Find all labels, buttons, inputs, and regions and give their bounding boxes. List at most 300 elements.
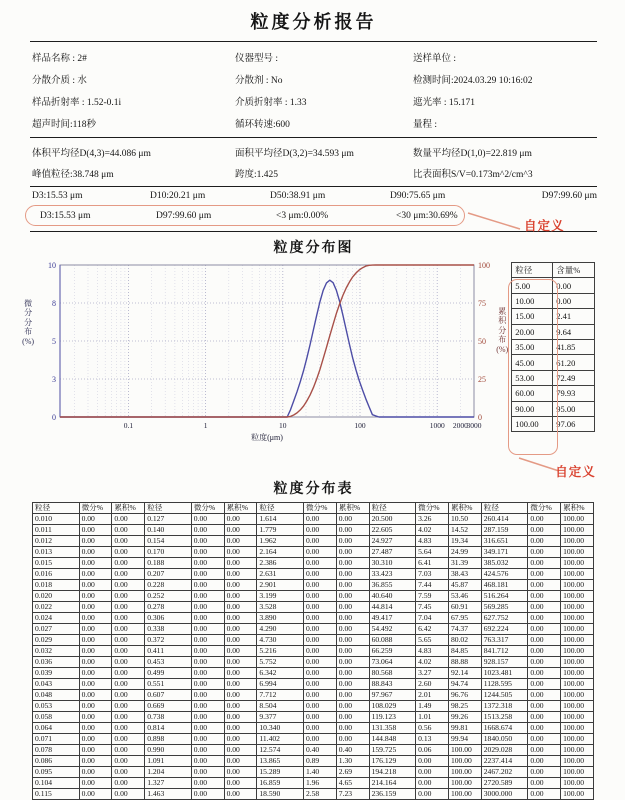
table-cell: 0.00	[191, 767, 224, 778]
custom-value: D97:99.60 μm	[156, 210, 212, 221]
table-cell: 0.043	[33, 679, 80, 690]
table-cell: 100.00	[561, 679, 594, 690]
table-cell: 0.00	[224, 525, 257, 536]
table-cell: 36.855	[369, 580, 416, 591]
table-cell: 100.00	[561, 613, 594, 624]
table-cell: 100.00	[448, 778, 481, 789]
table-header-cell: 累积%	[336, 503, 369, 514]
table-cell: 0.00	[112, 602, 145, 613]
table-cell: 0.00	[528, 745, 561, 756]
table-cell: 3.26	[416, 514, 449, 525]
table-cell: 100.00	[561, 525, 594, 536]
table-cell: 0.036	[33, 657, 80, 668]
table-cell: 100.00	[448, 745, 481, 756]
table-cell: 0.990	[145, 745, 192, 756]
x-tick-label: 100	[354, 421, 366, 430]
table-cell: 100.00	[448, 756, 481, 767]
table-cell: 0.00	[416, 756, 449, 767]
axis-label-char: 布	[24, 327, 33, 337]
table-cell: 100.00	[561, 514, 594, 525]
table-cell: 0.011	[33, 525, 80, 536]
table-cell: 1.49	[416, 701, 449, 712]
y-tick-label-right: 75	[478, 298, 487, 308]
table-cell: 100.00	[561, 624, 594, 635]
table-cell: 0.00	[224, 723, 257, 734]
table-cell: 119.123	[369, 712, 416, 723]
table-cell: 2720.589	[481, 778, 528, 789]
axis-label-char: 分	[498, 325, 507, 335]
table-cell: 0.00	[336, 613, 369, 624]
y-tick-label-right: 0	[478, 412, 483, 422]
table-cell: 0.00	[224, 657, 257, 668]
table-cell: 1023.481	[481, 668, 528, 679]
info-field: 遮光率 : 15.171	[413, 98, 476, 108]
table-cell: 0.029	[33, 635, 80, 646]
table-cell: 16.859	[257, 778, 304, 789]
info-field: 样品折射率 : 1.52-0.1i	[32, 98, 122, 108]
table-cell: 1.40	[303, 767, 336, 778]
table-cell: 0.00	[79, 635, 112, 646]
table-cell: 100.00	[561, 668, 594, 679]
info-field: 仪器型号 :	[235, 54, 279, 64]
table-cell: 0.00	[79, 679, 112, 690]
table-cell: 0.00	[336, 569, 369, 580]
table-cell: 0.00	[303, 624, 336, 635]
table-cell: 0.00	[79, 580, 112, 591]
table-cell: 0.188	[145, 558, 192, 569]
info-field: 检测时间:2024.03.29 10:16:02	[413, 76, 533, 86]
table-cell: 0.022	[33, 602, 80, 613]
table-cell: 0.00	[79, 712, 112, 723]
table-cell: 0.00	[303, 580, 336, 591]
table-cell: 0.127	[145, 514, 192, 525]
stat-field: 比表面积S/V=0.173m^2/cm^3	[413, 169, 533, 180]
table-cell: 0.00	[191, 591, 224, 602]
side-table-cell: 72.49	[553, 370, 595, 385]
table-cell: 0.00	[112, 767, 145, 778]
table-cell: 73.064	[369, 657, 416, 668]
table-cell: 44.814	[369, 602, 416, 613]
table-cell: 569.285	[481, 602, 528, 613]
table-cell: 0.00	[416, 778, 449, 789]
table-cell: 0.252	[145, 591, 192, 602]
table-cell: 0.00	[336, 679, 369, 690]
table-header-cell: 粒径	[33, 503, 80, 514]
table-cell: 7.59	[416, 591, 449, 602]
table-cell: 0.00	[303, 536, 336, 547]
table-cell: 100.00	[561, 547, 594, 558]
table-cell: 0.00	[191, 657, 224, 668]
x-tick-label: 10	[279, 421, 287, 430]
table-cell: 99.26	[448, 712, 481, 723]
table-cell: 0.140	[145, 525, 192, 536]
table-cell: 0.551	[145, 679, 192, 690]
table-cell: 0.053	[33, 701, 80, 712]
chart-section-title: 粒度分布图	[273, 241, 354, 256]
table-cell: 100.00	[561, 602, 594, 613]
table-cell: 0.00	[528, 613, 561, 624]
table-cell: 0.00	[112, 547, 145, 558]
table-cell: 100.00	[561, 646, 594, 657]
table-cell: 0.00	[79, 767, 112, 778]
axis-label-char: (%)	[22, 336, 35, 346]
custom-annotation-label: 自定义	[555, 465, 596, 479]
side-table-head	[512, 263, 595, 278]
table-cell: 0.00	[79, 646, 112, 657]
table-cell: 424.576	[481, 569, 528, 580]
table-cell: 1.204	[145, 767, 192, 778]
table-cell: 49.417	[369, 613, 416, 624]
table-cell: 0.016	[33, 569, 80, 580]
table-cell: 0.00	[528, 712, 561, 723]
table-cell: 3000.000	[481, 789, 528, 800]
table-cell: 0.40	[336, 745, 369, 756]
table-cell: 0.00	[112, 569, 145, 580]
table-header-cell: 累积%	[448, 503, 481, 514]
table-cell: 0.010	[33, 514, 80, 525]
table-row	[33, 514, 594, 525]
axis-label-char: (%)	[496, 344, 509, 354]
table-cell: 236.159	[369, 789, 416, 800]
table-cell: 0.00	[528, 602, 561, 613]
custom-value: <3 μm:0.00%	[276, 210, 329, 221]
table-cell: 0.00	[112, 712, 145, 723]
table-cell: 260.414	[481, 514, 528, 525]
table-cell: 0.00	[79, 624, 112, 635]
table-cell: 0.024	[33, 613, 80, 624]
table-cell: 1.614	[257, 514, 304, 525]
table-cell: 0.086	[33, 756, 80, 767]
table-cell: 4.02	[416, 657, 449, 668]
table-cell: 1513.258	[481, 712, 528, 723]
table-header-cell: 累积%	[224, 503, 257, 514]
table-cell: 0.027	[33, 624, 80, 635]
table-cell: 94.74	[448, 679, 481, 690]
table-header-cell: 微分%	[528, 503, 561, 514]
table-cell: 100.00	[561, 756, 594, 767]
distribution-table-head	[33, 503, 594, 514]
table-cell: 1.779	[257, 525, 304, 536]
table-cell: 0.00	[303, 734, 336, 745]
axis-label-char: 累	[498, 307, 507, 316]
side-table-header-cell: 含量%	[553, 263, 595, 278]
table-cell: 0.064	[33, 723, 80, 734]
table-cell: 0.00	[528, 657, 561, 668]
side-table-cell: 90.00	[512, 401, 553, 416]
table-cell: 31.39	[448, 558, 481, 569]
side-table-cell: 2.41	[553, 309, 595, 324]
table-cell: 66.259	[369, 646, 416, 657]
table-cell: 84.85	[448, 646, 481, 657]
table-cell: 0.00	[224, 778, 257, 789]
table-cell: 100.00	[561, 789, 594, 800]
table-cell: 0.00	[79, 657, 112, 668]
x-tick-label: 1000	[429, 421, 445, 430]
table-cell: 0.00	[224, 580, 257, 591]
custom-values-row	[30, 205, 597, 231]
table-cell: 0.00	[336, 734, 369, 745]
table-cell: 100.00	[561, 690, 594, 701]
table-cell: 0.00	[224, 734, 257, 745]
table-row	[33, 668, 594, 679]
table-cell: 0.00	[79, 569, 112, 580]
table-header-cell: 粒径	[145, 503, 192, 514]
table-cell: 0.00	[112, 624, 145, 635]
table-cell: 0.00	[528, 701, 561, 712]
table-row	[33, 657, 594, 668]
table-cell: 0.104	[33, 778, 80, 789]
table-cell: 0.00	[79, 547, 112, 558]
axis-label-char: 布	[498, 335, 507, 345]
table-cell: 100.00	[561, 580, 594, 591]
table-row	[33, 580, 594, 591]
table-cell: 0.00	[336, 602, 369, 613]
d-values-row	[30, 187, 597, 204]
table-cell: 0.00	[79, 745, 112, 756]
table-cell: 0.00	[112, 756, 145, 767]
table-cell: 0.078	[33, 745, 80, 756]
table-cell: 0.00	[303, 723, 336, 734]
table-cell: 0.00	[112, 657, 145, 668]
table-cell: 100.00	[561, 701, 594, 712]
table-cell: 0.00	[336, 547, 369, 558]
table-row	[33, 701, 594, 712]
table-cell: 0.306	[145, 613, 192, 624]
table-cell: 0.00	[224, 701, 257, 712]
table-cell: 0.00	[79, 536, 112, 547]
table-cell: 4.290	[257, 624, 304, 635]
table-cell: 3.199	[257, 591, 304, 602]
table-cell: 131.358	[369, 723, 416, 734]
chart-area	[22, 259, 597, 479]
side-table-block	[511, 259, 597, 479]
table-cell: 0.00	[528, 756, 561, 767]
table-cell: 0.095	[33, 767, 80, 778]
table-cell: 0.00	[191, 712, 224, 723]
table-cell: 0.048	[33, 690, 80, 701]
table-row	[33, 591, 594, 602]
x-tick-label: 0.1	[123, 421, 134, 430]
table-cell: 54.492	[369, 624, 416, 635]
axis-label-char: 微	[24, 299, 33, 308]
table-cell: 0.00	[79, 558, 112, 569]
table-cell: 1668.674	[481, 723, 528, 734]
table-cell: 0.00	[528, 789, 561, 800]
table-cell: 0.00	[528, 525, 561, 536]
table-cell: 98.25	[448, 701, 481, 712]
table-cell: 38.43	[448, 569, 481, 580]
table-cell: 0.00	[303, 668, 336, 679]
table-cell: 0.00	[224, 712, 257, 723]
y-tick-label-left: 3	[52, 374, 57, 384]
table-cell: 80.02	[448, 635, 481, 646]
table-cell: 0.032	[33, 646, 80, 657]
table-cell: 0.00	[336, 690, 369, 701]
table-cell: 1244.505	[481, 690, 528, 701]
table-cell: 0.00	[224, 613, 257, 624]
table-cell: 0.00	[303, 602, 336, 613]
table-cell: 0.00	[303, 613, 336, 624]
table-cell: 80.568	[369, 668, 416, 679]
table-cell: 0.00	[336, 712, 369, 723]
table-header-cell: 微分%	[191, 503, 224, 514]
table-row	[33, 547, 594, 558]
table-cell: 0.00	[112, 734, 145, 745]
info-field: 送样单位 :	[413, 54, 457, 64]
custom-column-box	[508, 279, 558, 455]
table-cell: 6.342	[257, 668, 304, 679]
table-cell: 0.00	[303, 591, 336, 602]
table-cell: 45.87	[448, 580, 481, 591]
table-cell: 0.00	[112, 679, 145, 690]
y-tick-label-left: 8	[52, 298, 57, 308]
table-cell: 0.738	[145, 712, 192, 723]
table-cell: 2.01	[416, 690, 449, 701]
table-cell: 0.00	[336, 701, 369, 712]
table-cell: 74.37	[448, 624, 481, 635]
table-header-cell: 粒径	[369, 503, 416, 514]
table-cell: 0.00	[528, 536, 561, 547]
table-cell: 7.23	[336, 789, 369, 800]
side-table-cell: 79.93	[553, 386, 595, 401]
x-tick-label: 1	[203, 421, 208, 430]
y-tick-label-left: 5	[52, 336, 57, 346]
table-cell: 0.00	[528, 591, 561, 602]
table-cell: 0.00	[336, 657, 369, 668]
table-cell: 99.81	[448, 723, 481, 734]
table-cell: 0.00	[191, 723, 224, 734]
table-cell: 0.00	[112, 525, 145, 536]
d-value: D10:20.21 μm	[150, 191, 206, 201]
table-cell: 4.83	[416, 536, 449, 547]
table-cell: 8.504	[257, 701, 304, 712]
table-cell: 7.04	[416, 613, 449, 624]
table-cell: 0.00	[191, 679, 224, 690]
table-cell: 0.00	[79, 789, 112, 800]
table-cell: 0.015	[33, 558, 80, 569]
table-cell: 0.00	[112, 778, 145, 789]
table-cell: 0.00	[191, 668, 224, 679]
y-tick-label-left: 10	[48, 260, 57, 270]
table-cell: 0.56	[416, 723, 449, 734]
table-cell: 100.00	[561, 723, 594, 734]
table-cell: 0.00	[191, 525, 224, 536]
table-cell: 0.00	[191, 646, 224, 657]
table-cell: 0.00	[303, 712, 336, 723]
table-header-cell: 粒径	[257, 503, 304, 514]
table-cell: 316.651	[481, 536, 528, 547]
table-cell: 0.00	[528, 547, 561, 558]
table-section-title: 粒度分布表	[273, 482, 354, 497]
table-cell: 516.264	[481, 591, 528, 602]
table-cell: 0.00	[528, 767, 561, 778]
axis-label-char: 积	[498, 316, 507, 326]
stat-field: 数量平均径D(1,0)=22.819 μm	[413, 148, 532, 159]
table-cell: 2.69	[336, 767, 369, 778]
table-cell: 100.00	[561, 712, 594, 723]
sample-info-block	[30, 42, 597, 137]
table-cell: 88.843	[369, 679, 416, 690]
x-tick-label: 2000	[453, 421, 469, 430]
info-field: 超声时间:118秒	[32, 120, 97, 130]
table-cell: 2.60	[416, 679, 449, 690]
table-cell: 0.012	[33, 536, 80, 547]
table-cell: 0.00	[79, 602, 112, 613]
table-cell: 0.00	[79, 514, 112, 525]
table-cell: 2.901	[257, 580, 304, 591]
table-cell: 92.14	[448, 668, 481, 679]
custom-annotation-label: 自定义	[524, 219, 565, 233]
table-cell: 0.00	[191, 690, 224, 701]
table-cell: 0.00	[79, 668, 112, 679]
table-cell: 0.00	[224, 547, 257, 558]
y-tick-label-left: 0	[52, 412, 57, 422]
table-cell: 100.00	[448, 789, 481, 800]
side-table-cell: 53.00	[512, 370, 553, 385]
table-cell: 100.00	[561, 591, 594, 602]
table-cell: 0.00	[336, 624, 369, 635]
table-cell: 0.00	[112, 591, 145, 602]
table-cell: 0.00	[336, 525, 369, 536]
table-cell: 100.00	[561, 536, 594, 547]
table-cell: 1128.595	[481, 679, 528, 690]
table-cell: 0.453	[145, 657, 192, 668]
table-cell: 0.00	[303, 701, 336, 712]
table-cell: 14.52	[448, 525, 481, 536]
d-value: D90:75.65 μm	[390, 191, 446, 201]
table-cell: 12.574	[257, 745, 304, 756]
table-row	[33, 613, 594, 624]
table-cell: 0.00	[336, 635, 369, 646]
table-cell: 0.00	[528, 635, 561, 646]
table-cell: 0.00	[79, 525, 112, 536]
table-cell: 10.340	[257, 723, 304, 734]
y-tick-label-right: 100	[478, 260, 491, 270]
table-cell: 0.00	[303, 569, 336, 580]
table-cell: 0.00	[224, 514, 257, 525]
table-cell: 24.99	[448, 547, 481, 558]
table-cell: 0.00	[112, 745, 145, 756]
table-cell: 144.848	[369, 734, 416, 745]
table-cell: 0.669	[145, 701, 192, 712]
table-cell: 0.00	[224, 635, 257, 646]
table-cell: 19.34	[448, 536, 481, 547]
table-cell: 22.605	[369, 525, 416, 536]
distribution-table-body	[33, 514, 594, 800]
table-cell: 0.06	[416, 745, 449, 756]
table-cell: 0.00	[79, 701, 112, 712]
table-cell: 7.45	[416, 602, 449, 613]
table-cell: 0.00	[336, 514, 369, 525]
table-header-cell: 累积%	[561, 503, 594, 514]
table-cell: 0.154	[145, 536, 192, 547]
table-cell: 0.00	[112, 536, 145, 547]
table-cell: 0.00	[528, 580, 561, 591]
table-cell: 0.372	[145, 635, 192, 646]
side-table-cell: 20.00	[512, 324, 553, 339]
table-cell: 0.00	[191, 547, 224, 558]
stat-field: 体积平均径D(4,3)=44.086 μm	[32, 148, 151, 159]
table-cell: 100.00	[561, 569, 594, 580]
axis-label-char: 分	[24, 317, 33, 327]
table-cell: 24.927	[369, 536, 416, 547]
info-field: 量程 :	[413, 120, 438, 130]
table-cell: 2237.414	[481, 756, 528, 767]
table-cell: 2.58	[303, 789, 336, 800]
table-cell: 3.890	[257, 613, 304, 624]
table-cell: 0.00	[528, 514, 561, 525]
differential-curve	[60, 280, 474, 417]
